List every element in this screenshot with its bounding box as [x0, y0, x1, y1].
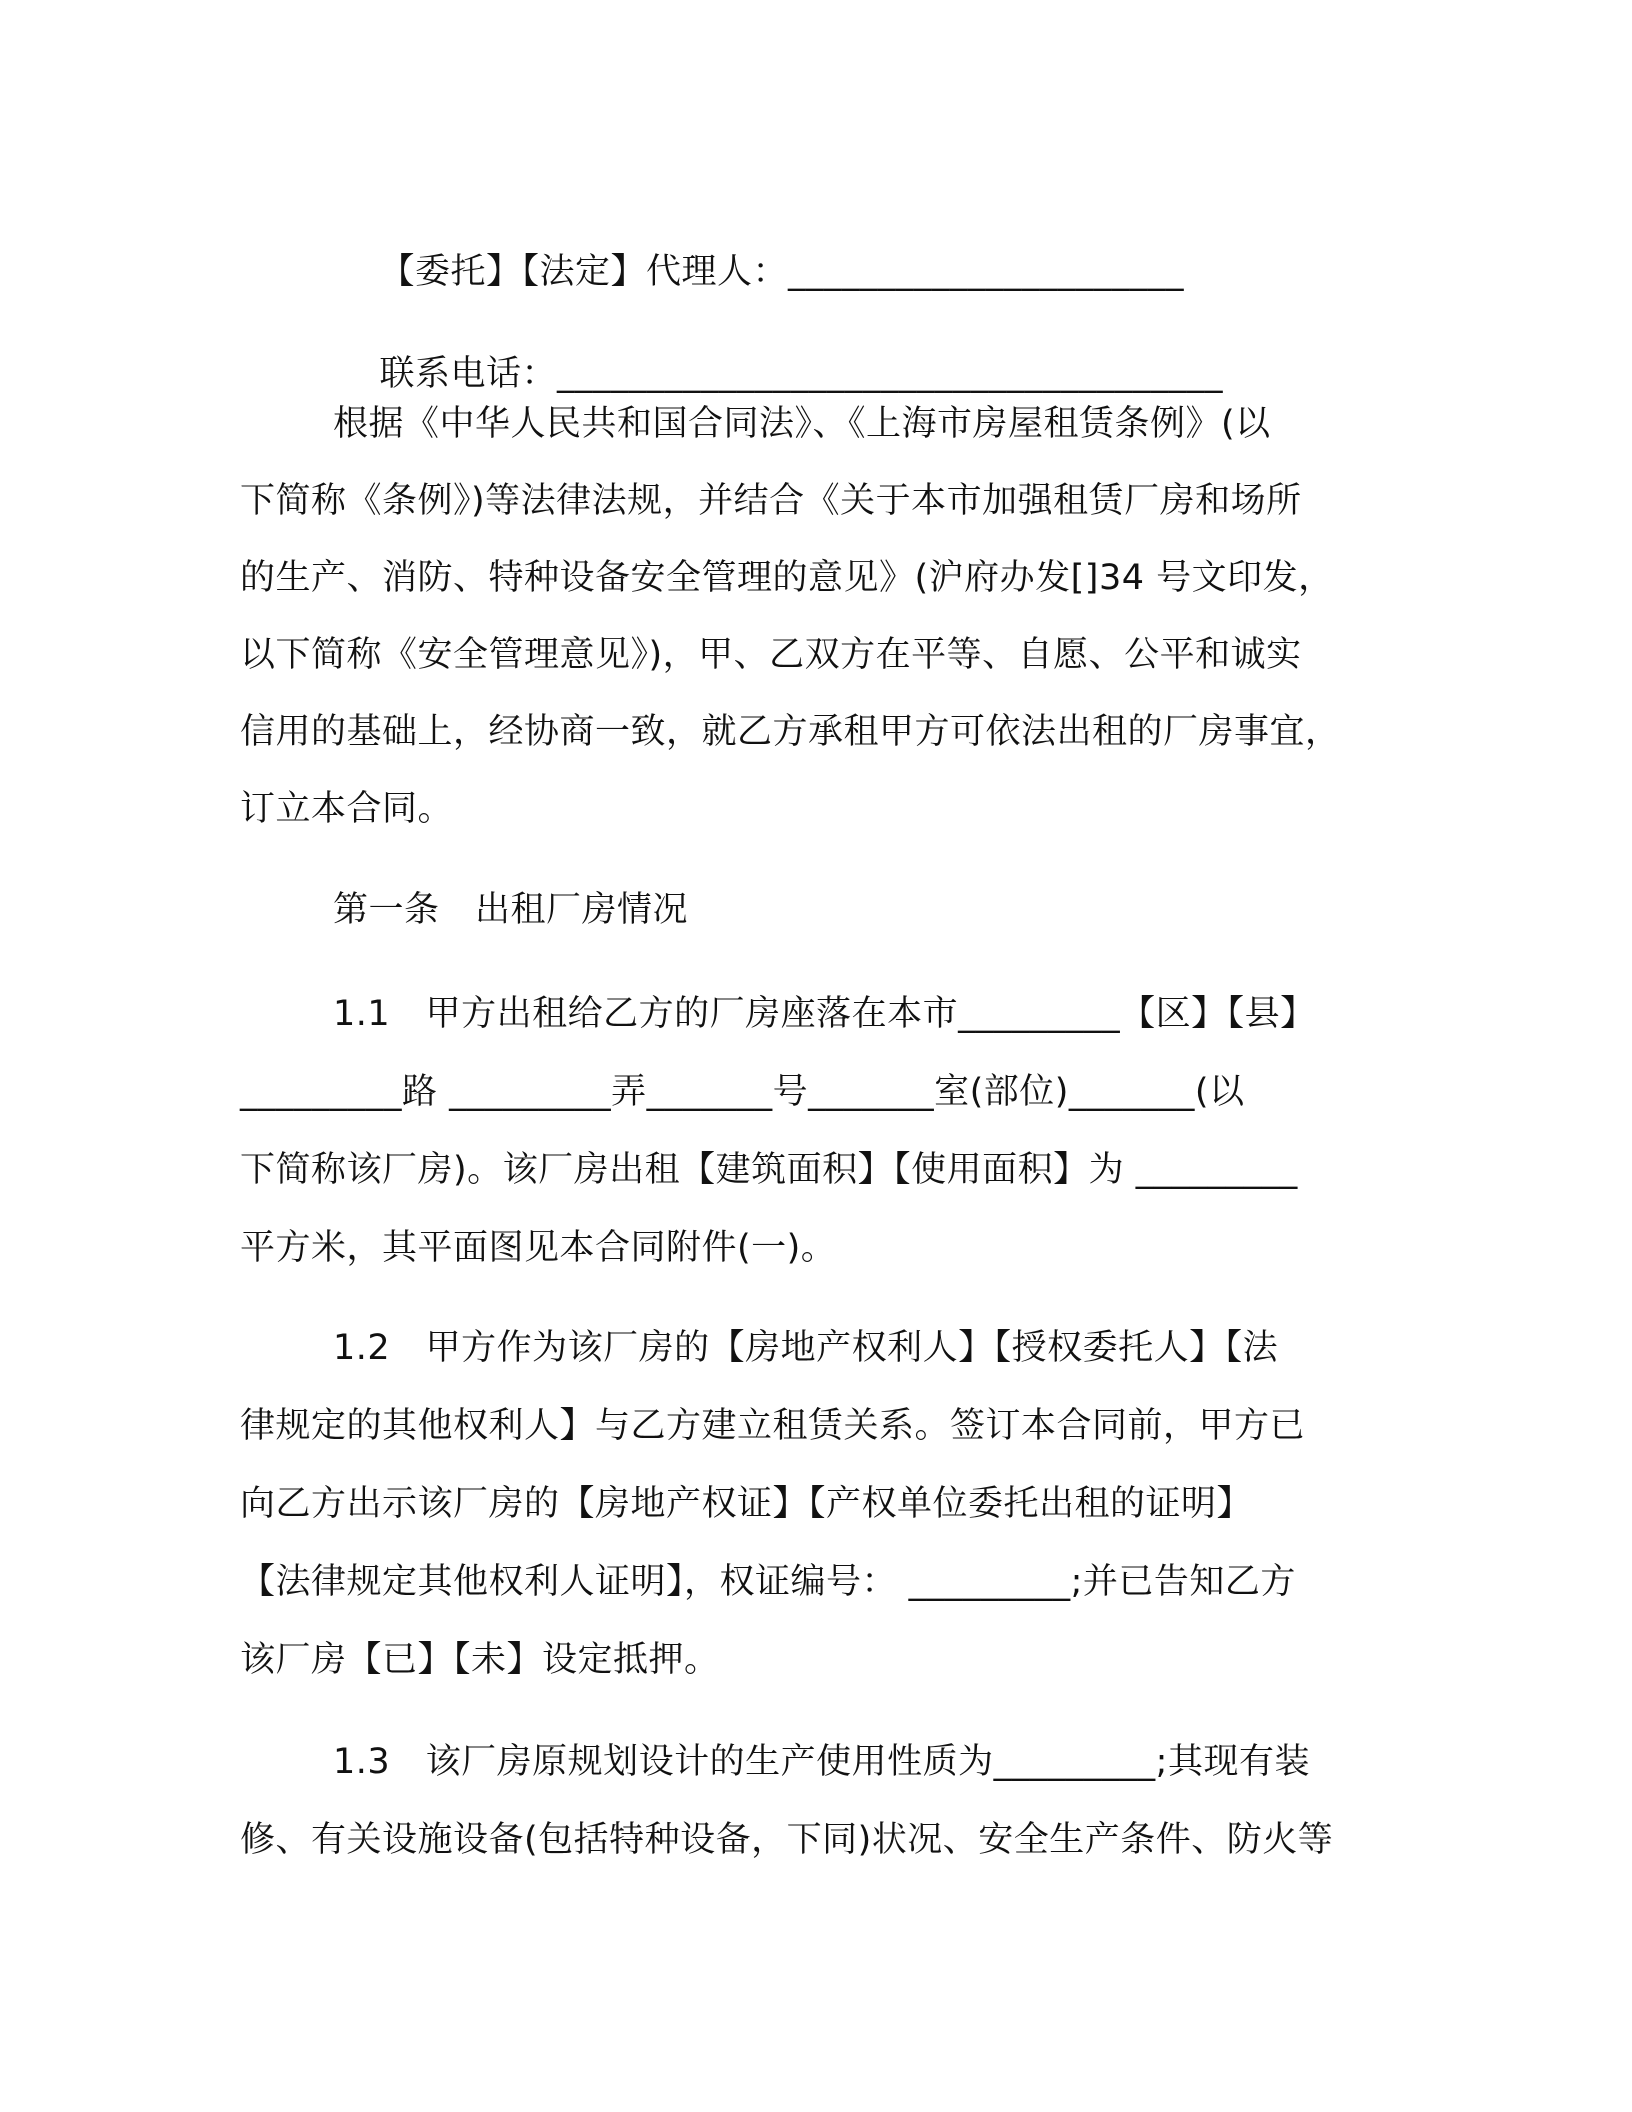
clause-1-2-line: 【法律规定其他权利人证明】，权证编号： _________;并已告知乙方: [240, 1562, 1296, 1602]
phone-label: 联系电话：: [379, 354, 558, 394]
clause-1-2-line: 1.2 甲方作为该厂房的【房地产权利人】【授权委托人】【法: [333, 1328, 1279, 1368]
clause-1-1-line: 平方米，其平面图见本合同附件(一)。: [240, 1228, 837, 1268]
article-1-title: 第一条 出租厂房情况: [333, 890, 689, 930]
clause-1-1-line: 下简称该厂房)。该厂房出租【建筑面积】【使用面积】为 _________: [240, 1150, 1298, 1190]
clause-1-1-line: _________路 _________弄_______号_______室(部位)_______(以: [240, 1072, 1245, 1112]
clause-1-3-line: 1.3 该厂房原规划设计的生产使用性质为_________;其现有装: [333, 1742, 1310, 1782]
clause-1-2-line: 向乙方出示该厂房的【房地产权证】【产权单位委托出租的证明】: [240, 1484, 1253, 1524]
preamble-line: 根据《中华人民共和国合同法》、《上海市房屋租赁条例》(以: [333, 404, 1271, 444]
clause-1-1-line: 1.1 甲方出租给乙方的厂房座落在本市_________【区】【县】: [333, 994, 1316, 1034]
phone-blank: _____________________________________: [557, 354, 1224, 394]
agent-blank: ______________________: [788, 252, 1185, 292]
clause-1-2-line: 该厂房【已】【未】设定抵押。: [240, 1640, 720, 1680]
preamble-line: 下简称《条例》)等法律法规，并结合《关于本市加强租赁厂房和场所: [240, 481, 1302, 521]
preamble-line: 订立本合同。: [240, 789, 454, 829]
agent-label: 【委托】【法定】代理人：: [379, 252, 789, 292]
clause-1-2-line: 律规定的其他权利人】与乙方建立租赁关系。签订本合同前，甲方已: [240, 1406, 1306, 1446]
preamble-line: 以下简称《安全管理意见》)，甲、乙双方在平等、自愿、公平和诚实: [240, 635, 1302, 675]
preamble-line: 的生产、消防、特种设备安全管理的意见》(沪府办发[]34 号文印发，: [240, 558, 1334, 598]
clause-1-3-line: 修、有关设施设备(包括特种设备，下同)状况、安全生产条件、防火等: [240, 1820, 1334, 1860]
preamble-line: 信用的基础上，经协商一致，就乙方承租甲方可依法出租的厂房事宜，: [240, 712, 1341, 752]
